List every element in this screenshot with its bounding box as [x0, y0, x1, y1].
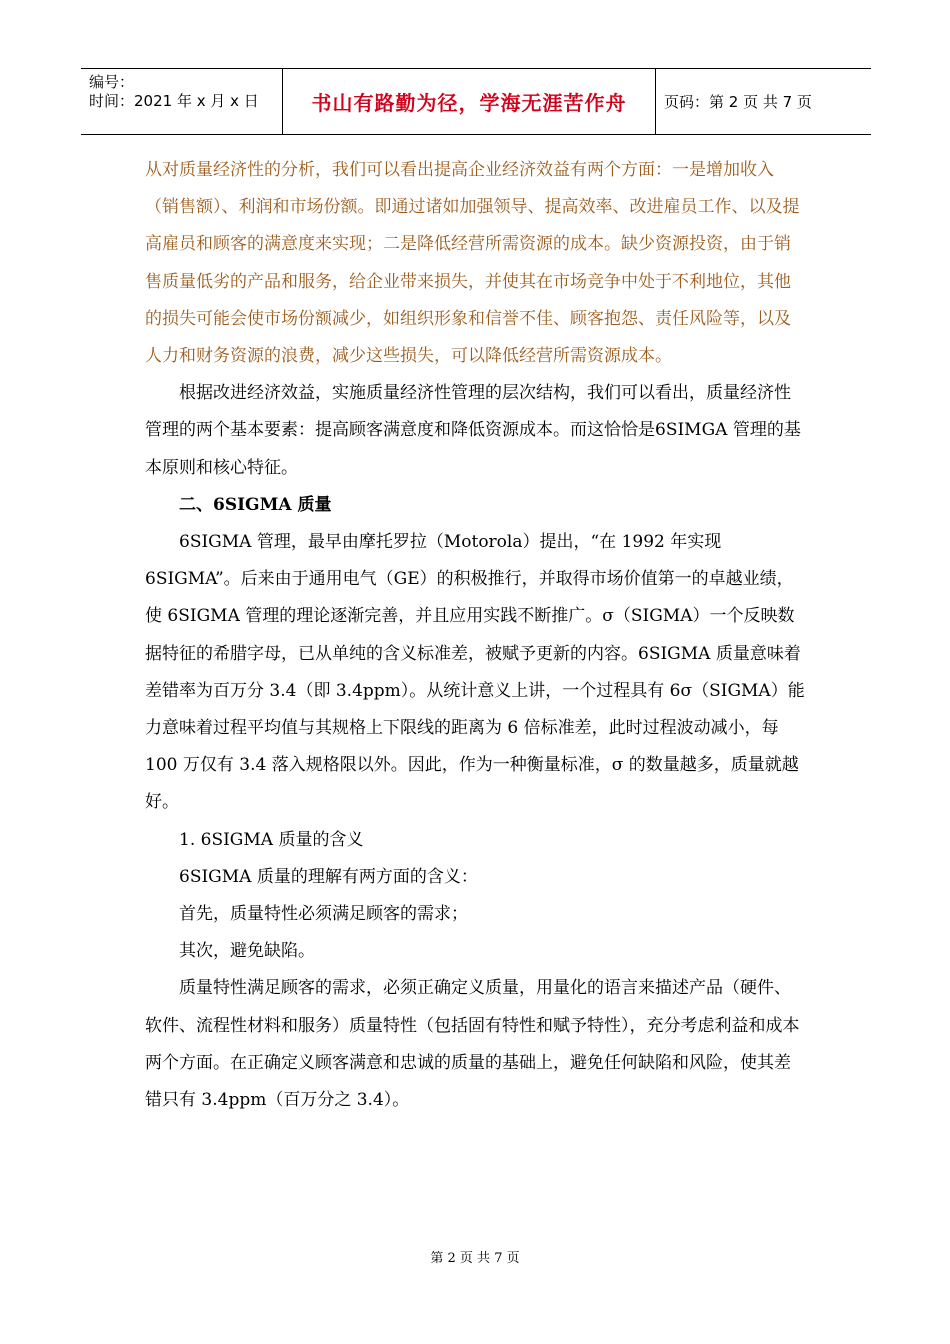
header-table: [81, 68, 871, 135]
page-info: 页码：第 2 页 共 7 页: [664, 93, 812, 111]
subheading-6sigma-meaning: 1. 6SIGMA 质量的含义: [179, 829, 364, 850]
paragraph-define-quality: 质量特性满足顾客的需求，必须正确定义质量，用量化的语言来描述产品（硬件、软件、流程性材料和服务）质量特性（包括固有特性和赋予特性），充分考虑利益和成本两个方面。在正确定义顾客满意和忠诚的质量的基础上，避免任何缺陷和风险，使其差错只有 3.4ppm（百万分之 3.4）。: [145, 978, 800, 1111]
date-label: 时间：2021 年 x 月 x 日: [89, 92, 259, 110]
paragraph-management-elements: 根据改进经济效益，实施质量经济性管理的层次结构，我们可以看出，质量经济性管理的两个基本要素：提高顾客满意度和降低资源成本。而这恰恰是6SIMGA 管理的基本原则和核心特征。: [145, 383, 801, 478]
document-body: [145, 152, 805, 1119]
paragraph-two-meanings: 6SIGMA 质量的理解有两方面的含义：: [179, 866, 478, 887]
paragraph-6sigma-origin: 6SIGMA 管理，最早由摩托罗拉（Motorola）提出，“在 1992 年实现6SIGMA”。后来由于通用电气（GE）的积极推行，并取得市场价值第一的卓越业绩，使 6SIGMA 管理的理论逐渐完善，并且应用实践不断推广。σ（SIGMA）一个反映数据特征的希腊字母，已从单纯的含义标准差，被赋予更新的内容。6SIGMA 质量意味着差错率为百万分 3.4（即 3.4ppm）。从统计意义上讲，一个过程具有 6σ（SIGMA）能力意味着过程平均值与其规格上下限线的距离为 6 倍标准差，此时过程波动减小，每 100 万仅有 3.4 落入规格限以外。因此，作为一种衡量标准，σ 的数量越多，质量就越好。: [145, 532, 805, 813]
section-heading-6sigma-quality: 二、6SIGMA 质量: [179, 494, 332, 515]
page-footer: 第 2 页 共 7 页: [430, 1251, 520, 1266]
paragraph-first-meaning: 首先，质量特性必须满足顾客的需求；: [179, 904, 468, 925]
header-left-cell: [81, 69, 283, 134]
number-label: 编号：: [89, 73, 135, 91]
motto: 书山有路勤为径，学海无涯苦作舟: [283, 69, 656, 134]
paragraph-second-meaning: 其次，避免缺陷。: [179, 941, 315, 962]
paragraph-quality-economics: 从对质量经济性的分析，我们可以看出提高企业经济效益有两个方面：一是增加收入（销售额）、利润和市场份额。即通过诸如加强领导、提高效率、改进雇员工作、以及提高雇员和顾客的满意度来实现；二是降低经营所需资源的成本。缺少资源投资，由于销售质量低劣的产品和服务，给企业带来损失，并使其在市场竞争中处于不利地位，其他的损失可能会使市场份额减少，如组织形象和信誉不佳、顾客抱怨、责任风险等，以及人力和财务资源的浪费，减少这些损失，可以降低经营所需资源成本。: [145, 160, 800, 367]
